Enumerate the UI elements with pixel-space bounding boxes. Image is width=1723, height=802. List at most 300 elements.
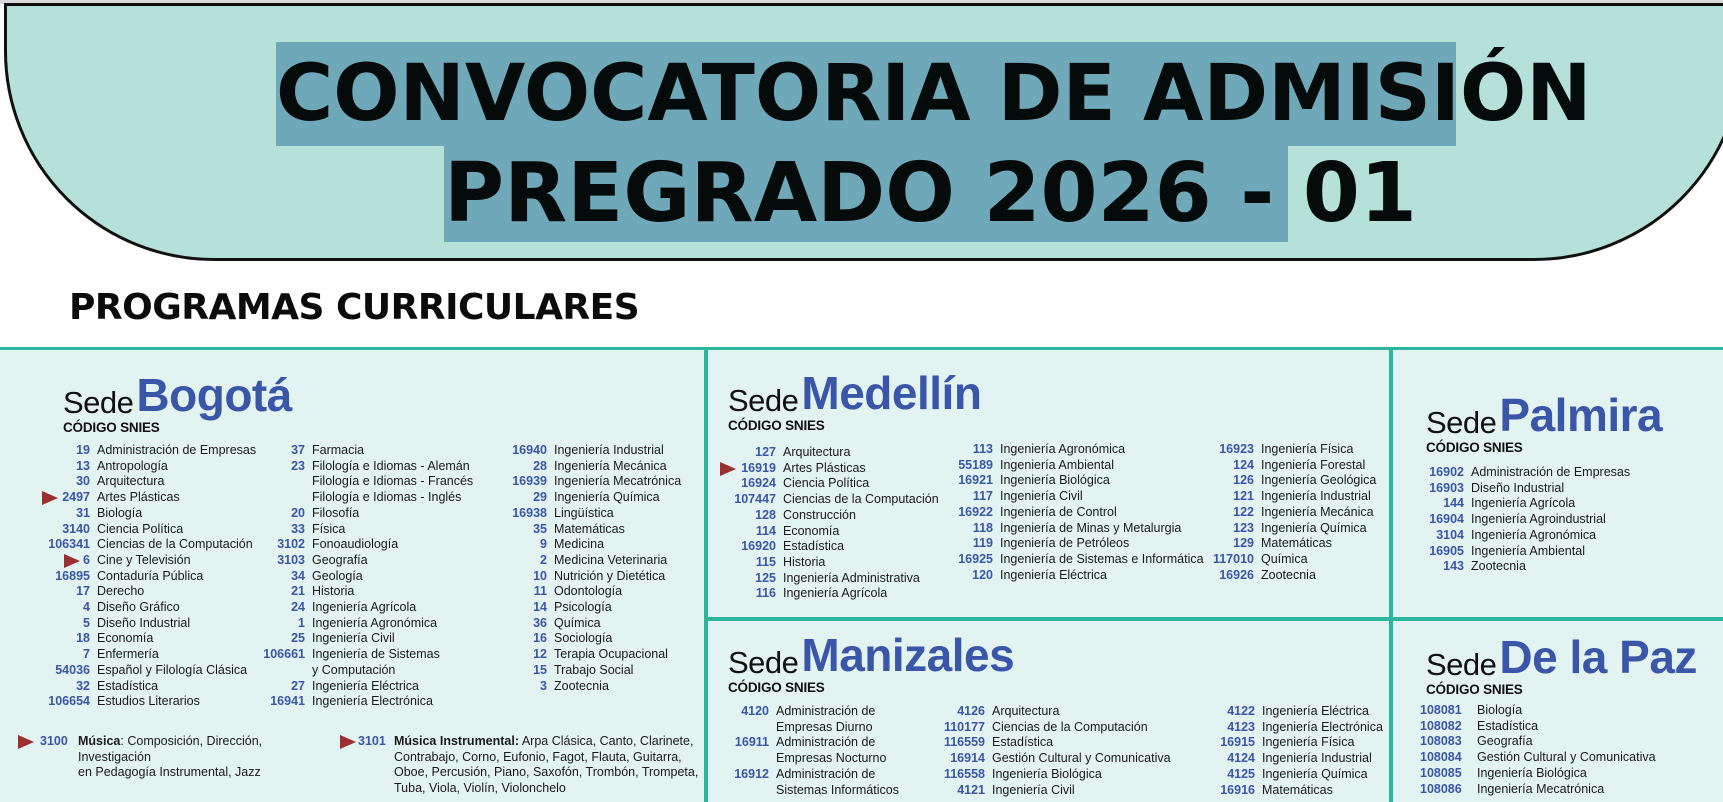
program-name: Trabajo Social	[554, 662, 634, 677]
snies-code: 118	[972, 520, 993, 535]
program-row	[30, 647, 256, 663]
snies-code: 2	[540, 552, 547, 567]
sede-label: Sede	[728, 645, 799, 680]
program-name: Ingeniería Mecatrónica	[1477, 781, 1605, 796]
program-name: Ingeniería Civil	[992, 782, 1075, 797]
program-row	[496, 569, 681, 585]
sede-label: Sede	[728, 383, 799, 418]
program-row	[725, 720, 899, 736]
program-name: Cine y Televisión	[97, 552, 191, 567]
city-name: Palmira	[1499, 389, 1663, 441]
program-row	[725, 571, 939, 587]
snies-code: 21	[291, 584, 305, 599]
snies-code: 129	[1233, 536, 1254, 551]
program-name: Geografía	[1477, 734, 1533, 749]
arrow-marker-icon	[720, 462, 736, 476]
program-row	[1420, 703, 1656, 719]
snies-code: 108084	[1420, 750, 1462, 765]
snies-code: 143	[1443, 559, 1464, 574]
snies-code: 7	[83, 647, 90, 662]
snies-code: 14	[533, 600, 547, 615]
snies-code: 34	[291, 568, 305, 583]
snies-code: 3102	[277, 537, 305, 552]
program-name: Ingeniería Biológica	[1477, 765, 1587, 780]
program-name: Biología	[97, 505, 143, 520]
program-name: Filología e Idiomas - Inglés	[312, 490, 462, 505]
program-name: Ingeniería Civil	[1000, 489, 1083, 504]
snies-code: 32	[76, 678, 90, 693]
program-row	[496, 553, 681, 569]
program-name: Ingeniería Física	[1262, 735, 1355, 750]
snies-code: 16926	[1219, 567, 1254, 582]
program-row	[932, 720, 1171, 736]
program-name: Diseño Industrial	[1471, 480, 1565, 495]
program-row	[1420, 544, 1630, 560]
program-column	[1420, 703, 1656, 797]
snies-code: 3103	[277, 552, 305, 567]
snies-code: 16940	[512, 443, 547, 457]
program-name: Ingeniería Química	[1262, 766, 1368, 781]
program-detail: en Pedagogía Instrumental, Jazz	[78, 765, 261, 780]
program-row	[30, 537, 256, 553]
program-row	[725, 767, 899, 783]
snies-code: 120	[972, 567, 993, 582]
snies-code: 20	[291, 505, 305, 520]
snies-code: 23	[291, 458, 305, 473]
snies-code: 2497	[62, 490, 90, 505]
program-name: Matemáticas	[554, 521, 625, 536]
program-row	[941, 489, 1204, 505]
program-name: Estadística	[97, 678, 159, 693]
snies-code: 113	[972, 442, 993, 456]
program-name: Contaduría Pública	[97, 568, 204, 583]
program-name: Estadística	[992, 735, 1054, 750]
program-name: Odontología	[554, 584, 623, 599]
program-name: Ingeniería Agrícola	[783, 586, 888, 601]
snies-code: 4120	[741, 704, 769, 718]
program-row	[941, 536, 1204, 552]
snies-code	[725, 783, 769, 799]
snies-code: 29	[533, 490, 547, 505]
program-name: Gestión Cultural y Comunicativa	[992, 751, 1171, 766]
program-row	[251, 474, 473, 490]
program-name: Ingeniería Biológica	[1000, 473, 1110, 488]
snies-code	[251, 663, 305, 679]
snies-code: 124	[1233, 457, 1254, 472]
sede-heading	[1426, 631, 1697, 683]
program-row	[725, 586, 939, 602]
snies-code: 108085	[1420, 765, 1462, 780]
program-name: Química	[554, 615, 601, 630]
program-name: Empresas Diurno	[776, 719, 873, 734]
program-name: Ingeniería Administrativa	[783, 570, 920, 585]
program-name: Medicina Veterinaria	[554, 552, 668, 567]
snies-code: 17	[76, 584, 90, 599]
snies-code: 114	[755, 523, 776, 538]
program-name: Arquitectura	[97, 474, 165, 489]
program-name: y Computación	[312, 662, 396, 677]
program-row	[1420, 719, 1656, 735]
program-name: Sociología	[554, 631, 613, 646]
snies-code: 15	[533, 662, 547, 677]
program-name: Historia	[783, 554, 826, 569]
program-row	[30, 443, 256, 459]
snies-code: 121	[1233, 489, 1254, 504]
program-name: Ingeniería Geológica	[1261, 473, 1377, 488]
snies-code: 12	[533, 647, 547, 662]
snies-code: 5	[83, 615, 90, 630]
snies-code: 108081	[1420, 703, 1462, 717]
program-row	[251, 490, 473, 506]
program-column	[932, 704, 1171, 798]
snies-code: 106661	[263, 647, 305, 662]
program-name: Ingeniería Agrícola	[1471, 496, 1576, 511]
program-name: Ingeniería Agrícola	[312, 600, 417, 615]
program-row	[941, 505, 1204, 521]
program-row	[30, 506, 256, 522]
program-row	[1420, 766, 1656, 782]
snies-label: CÓDIGO SNIES	[728, 680, 825, 695]
program-name: Ciencia Política	[783, 476, 870, 491]
sede-palmira	[1426, 389, 1663, 455]
program-name: Ingeniería Electrónica	[312, 694, 433, 709]
snies-code: 10	[533, 568, 547, 583]
snies-code: 31	[76, 505, 90, 520]
snies-label: CÓDIGO SNIES	[63, 420, 160, 435]
snies-code: 116558	[943, 766, 985, 781]
program-row	[941, 473, 1204, 489]
program-row	[1420, 512, 1630, 528]
snies-code: 116	[755, 586, 776, 601]
program-name: Ingeniería Agronómica	[1000, 442, 1126, 456]
snies-code: 4	[83, 600, 90, 615]
snies-code	[725, 720, 769, 736]
program-row	[496, 459, 681, 475]
snies-code: 106654	[48, 694, 90, 709]
title-line-1: CONVOCATORIA DE ADMISIÓN	[276, 42, 1456, 146]
arrow-marker-icon	[18, 735, 34, 749]
snies-code	[251, 490, 305, 506]
program-row	[1420, 782, 1656, 798]
program-row	[941, 458, 1204, 474]
program-name: Lingüística	[554, 505, 614, 520]
snies-code: 24	[291, 600, 305, 615]
snies-code: 117010	[1212, 551, 1254, 566]
snies-code: 4122	[1227, 704, 1255, 718]
program-row	[1210, 720, 1383, 736]
city-name: De la Paz	[1499, 631, 1697, 683]
snies-code: 123	[1233, 520, 1254, 535]
program-name: Filología e Idiomas - Alemán	[312, 458, 470, 473]
snies-code: 16902	[1429, 465, 1464, 479]
program-code: 3100	[40, 734, 68, 748]
program-name: Ingeniería Industrial	[1261, 489, 1371, 504]
snies-code: 16915	[1220, 735, 1255, 750]
program-row	[725, 524, 939, 540]
program-name: Estudios Literarios	[97, 694, 200, 709]
program-name: Arquitectura	[992, 704, 1060, 718]
divider-vertical-left	[704, 349, 708, 802]
snies-code: 4124	[1227, 751, 1255, 766]
snies-code: 122	[1233, 504, 1254, 519]
program-name: Ingeniería Química	[554, 490, 660, 505]
program-row	[1203, 521, 1376, 537]
program-name: Estadística	[783, 539, 845, 554]
section-title: PROGRAMAS CURRICULARES	[69, 287, 640, 328]
program-row	[941, 442, 1204, 458]
program-row	[30, 553, 256, 569]
program-name: Matemáticas	[1262, 782, 1333, 797]
sede-label: Sede	[63, 385, 134, 420]
sede-heading	[1426, 389, 1663, 441]
program-name: Psicología	[554, 600, 612, 615]
program-row	[496, 679, 681, 695]
program-name: Ingeniería Química	[1261, 520, 1367, 535]
program-row	[496, 600, 681, 616]
program-row	[496, 537, 681, 553]
snies-code: 115	[755, 554, 776, 569]
program-row	[932, 704, 1171, 720]
program-row	[1210, 783, 1383, 799]
program-row	[1203, 442, 1376, 458]
program-name: Ciencias de la Computación	[97, 537, 253, 552]
snies-code: 108086	[1420, 781, 1462, 796]
snies-code: 28	[533, 458, 547, 473]
program-name: Ingeniería Industrial	[554, 443, 664, 457]
program-name: Terapia Ocupacional	[554, 647, 668, 662]
snies-code: 16924	[741, 476, 776, 491]
city-name: Manizales	[801, 629, 1015, 681]
snies-code: 3	[540, 678, 547, 693]
snies-code: 108082	[1420, 718, 1462, 733]
program-row	[30, 474, 256, 490]
program-name: Ciencias de la Computación	[992, 719, 1148, 734]
program-row	[30, 600, 256, 616]
sede-de-la-paz	[1426, 631, 1697, 697]
snies-code: 16922	[958, 504, 993, 519]
snies-code: 18	[76, 631, 90, 646]
program-row	[941, 568, 1204, 584]
program-row	[1210, 735, 1383, 751]
program-row	[1203, 473, 1376, 489]
program-column	[725, 704, 899, 798]
program-row	[1203, 489, 1376, 505]
program-name: Gestión Cultural y Comunicativa	[1477, 750, 1656, 765]
snies-code: 1	[298, 615, 305, 630]
program-name: Ingeniería Ambiental	[1471, 543, 1585, 558]
program-row	[251, 553, 473, 569]
program-row	[496, 443, 681, 459]
program-name: Ingeniería Electrónica	[1262, 719, 1383, 734]
snies-code: 11	[533, 584, 547, 599]
program-row	[1210, 704, 1383, 720]
program-detail: Arpa Clásica, Canto, Clarinete,	[521, 734, 694, 748]
program-name: Español y Filología Clásica	[97, 662, 248, 677]
program-name: Ingeniería Civil	[312, 631, 395, 646]
program-row	[30, 490, 256, 506]
snies-code: 16939	[512, 474, 547, 489]
program-row	[932, 783, 1171, 799]
snies-code: 3104	[1436, 527, 1464, 542]
program-row	[932, 735, 1171, 751]
program-name: Artes Plásticas	[97, 490, 180, 505]
program-name: Zootecnia	[1471, 559, 1526, 574]
program-name: Administración de	[776, 704, 876, 718]
snies-code: 36	[533, 615, 547, 630]
program-name: Ingeniería Forestal	[1261, 457, 1366, 472]
sede-heading	[728, 367, 982, 419]
snies-code: 110177	[943, 719, 985, 734]
program-row	[251, 459, 473, 475]
program-name: Ingeniería Industrial	[1262, 751, 1372, 766]
program-title: Música Instrumental:	[394, 734, 520, 748]
program-row	[30, 694, 256, 710]
program-name: Matemáticas	[1261, 536, 1332, 551]
program-name: Diseño Industrial	[97, 615, 191, 630]
snies-code: 33	[291, 521, 305, 536]
program-row	[725, 508, 939, 524]
program-name: Diseño Gráfico	[97, 600, 180, 615]
program-row	[932, 751, 1171, 767]
program-detail: Tuba, Viola, Violín, Violonchelo	[394, 781, 566, 796]
snies-code: 3140	[62, 521, 90, 536]
snies-code: 127	[755, 445, 776, 459]
sede-heading	[728, 629, 1015, 681]
program-row	[1420, 750, 1656, 766]
program-name: Ingeniería Mecánica	[554, 458, 667, 473]
program-row	[251, 522, 473, 538]
snies-code: 30	[76, 474, 90, 489]
program-row	[1203, 568, 1376, 584]
program-column	[1203, 442, 1376, 583]
program-row	[725, 492, 939, 508]
program-column	[251, 443, 473, 710]
program-row	[1203, 505, 1376, 521]
program-name: Ingeniería Ambiental	[1000, 457, 1114, 472]
program-row	[251, 616, 473, 632]
program-row	[725, 539, 939, 555]
program-row	[1210, 767, 1383, 783]
snies-code: 6	[83, 552, 90, 567]
program-row	[1210, 751, 1383, 767]
program-title: Música	[78, 734, 121, 748]
program-row	[251, 569, 473, 585]
program-name: Nutrición y Dietética	[554, 568, 666, 583]
program-name: Ingeniería Física	[1261, 442, 1354, 456]
program-code: 3101	[358, 734, 386, 748]
program-name: Ingeniería de Sistemas	[312, 647, 440, 662]
program-row	[30, 631, 256, 647]
program-name: Artes Plásticas	[783, 460, 866, 475]
arrow-marker-icon	[42, 491, 58, 505]
divider-horizontal	[706, 617, 1723, 621]
program-name: Química	[1261, 551, 1308, 566]
program-name: Economía	[783, 523, 840, 538]
program-name: Enfermería	[97, 647, 159, 662]
snies-code: 25	[291, 631, 305, 646]
snies-code: 16911	[734, 735, 769, 750]
snies-code: 16903	[1429, 480, 1464, 495]
program-row	[1420, 496, 1630, 512]
music-program-3100: 3100 Música: Composición, Dirección, Investigación en Pedagogía Instrumental, Jazz	[18, 734, 338, 781]
program-row	[1203, 458, 1376, 474]
program-name: Farmacia	[312, 443, 365, 457]
program-name: Ingeniería Biológica	[992, 766, 1102, 781]
program-name: Estadística	[1477, 718, 1539, 733]
program-row	[251, 443, 473, 459]
snies-code: 16941	[270, 694, 305, 709]
snies-code: 119	[972, 536, 993, 551]
program-name: Ingeniería Mecatrónica	[554, 474, 682, 489]
snies-code: 16904	[1429, 512, 1464, 527]
snies-label: CÓDIGO SNIES	[1426, 440, 1523, 455]
program-name: Biología	[1477, 703, 1523, 717]
program-name: Ingeniería Agronómica	[312, 615, 438, 630]
program-name: Geografía	[312, 552, 368, 567]
program-row	[496, 506, 681, 522]
program-row	[496, 647, 681, 663]
program-row	[251, 694, 473, 710]
program-column	[30, 443, 256, 710]
snies-code: 9	[540, 537, 547, 552]
program-row	[1420, 465, 1630, 481]
program-name: Ciencias de la Computación	[783, 492, 939, 507]
program-column	[1420, 465, 1630, 575]
program-row	[1420, 528, 1630, 544]
snies-code: 16914	[950, 751, 985, 766]
program-row	[251, 506, 473, 522]
program-name: Sistemas Informáticos	[776, 782, 899, 797]
program-name: Zootecnia	[1261, 567, 1316, 582]
program-detail: Contrabajo, Corno, Eufonio, Fagot, Flauta, Guitarra,	[394, 749, 682, 764]
snies-label: CÓDIGO SNIES	[728, 418, 825, 433]
snies-code: 108083	[1420, 734, 1462, 749]
arrow-marker-icon	[64, 554, 80, 568]
program-row	[251, 537, 473, 553]
sede-label: Sede	[1426, 405, 1497, 440]
program-row	[725, 735, 899, 751]
program-name: Medicina	[554, 537, 605, 552]
program-row	[941, 521, 1204, 537]
program-row	[1420, 481, 1630, 497]
program-row	[496, 474, 681, 490]
program-name: Física	[312, 521, 346, 536]
program-row	[725, 751, 899, 767]
program-name: Filología e Idiomas - Francés	[312, 474, 474, 489]
program-name: Ingeniería de Petróleos	[1000, 536, 1130, 551]
program-row	[30, 522, 256, 538]
snies-code: 16	[533, 631, 547, 646]
program-row	[496, 584, 681, 600]
program-row	[725, 461, 939, 477]
snies-code: 117	[972, 489, 993, 504]
program-row	[725, 555, 939, 571]
program-name: Construcción	[783, 507, 856, 522]
snies-code: 37	[291, 443, 305, 457]
program-row	[1203, 536, 1376, 552]
program-name: Derecho	[97, 584, 145, 599]
program-name: Ingeniería Mecánica	[1261, 504, 1374, 519]
program-column	[725, 445, 939, 602]
program-name: Filosofía	[312, 505, 360, 520]
program-row	[251, 584, 473, 600]
program-column	[941, 442, 1204, 583]
program-row	[30, 679, 256, 695]
program-row	[30, 459, 256, 475]
program-name: Arquitectura	[783, 445, 851, 459]
program-name: Administración de	[776, 766, 876, 781]
program-name: Historia	[312, 584, 355, 599]
